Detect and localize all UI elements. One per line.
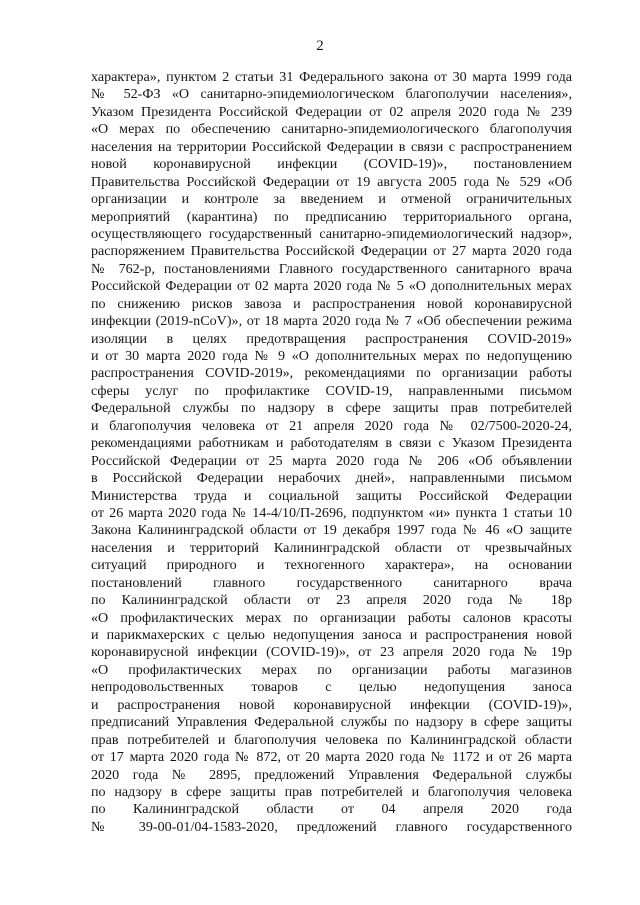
- text-line: по Калининградской области от 04 апреля 2020 года: [91, 801, 572, 818]
- text-line: постановлений главного государственного санитарного врача: [91, 574, 572, 591]
- text-line: мероприятий (карантина) по предписанию территориального органа,: [91, 208, 572, 225]
- text-line: осуществляющего государственный санитарно-эпидемиологический надзор»,: [91, 225, 572, 242]
- text-line: от 26 марта 2020 года № 14-4/10/П-2696, подпунктом «и» пункта 1 статьи 10: [91, 504, 572, 521]
- text-line: сферы услуг по профилактике COVID-19, направленными письмом: [91, 382, 572, 399]
- text-line: в Российской Федерации нерабочих дней», направленными письмом: [91, 470, 572, 487]
- text-line: ситуаций природного и техногенного характера», на основании: [91, 557, 572, 574]
- text-line: по Калининградской области от 23 апреля 2020 года № 18р: [91, 592, 572, 609]
- text-line: коронавирусной инфекции (COVID-19)», от 23 апреля 2020 года № 19р: [91, 644, 572, 661]
- text-line: «О профилактических мерах по организации работы магазинов: [91, 661, 572, 678]
- text-line: Российской Федерации от 25 марта 2020 года № 206 «Об объявлении: [91, 452, 572, 469]
- body-text: [91, 69, 572, 836]
- text-line: непродовольственных товаров с целью недопущения заноса: [91, 679, 572, 696]
- text-line: Указом Президента Российской Федерации от 02 апреля 2020 года № 239: [91, 103, 572, 120]
- text-line: и парикмахерских с целью недопущения заноса и распространения новой: [91, 627, 572, 643]
- text-line: по надзору в сфере защиты прав потребителей и благополучия человека: [91, 783, 572, 800]
- text-line: № 762-р, постановлениями Главного государственного санитарного врача: [91, 260, 572, 277]
- text-line: «О мерах по обеспечению санитарно-эпидемиологического благополучия: [91, 121, 572, 138]
- text-line: и благополучия человека от 21 апреля 2020 года № 02/7500-2020-24,: [91, 417, 572, 434]
- text-line: № 52-ФЗ «О санитарно-эпидемиологическом благополучии населения»,: [91, 86, 572, 103]
- text-line: распространения COVID-2019», рекомендациями по организации работы: [91, 365, 572, 382]
- text-line: Министерства труда и социальной защиты Российской Федерации: [91, 487, 572, 504]
- text-line: организации и контроле за введением и отменой ограничительных: [91, 191, 572, 208]
- text-line: Федеральной службы по надзору в сфере защиты прав потребителей: [91, 400, 572, 417]
- text-line: предписаний Управления Федеральной службы по надзору в сфере защиты: [91, 714, 572, 731]
- text-line: населения и территорий Калининградской области от чрезвычайных: [91, 539, 572, 556]
- text-line: по снижению рисков завоза и распространения новой коронавирусной: [91, 295, 572, 312]
- text-line: № 39-00-01/04-1583-2020, предложений главного государственного: [91, 818, 572, 835]
- text-line: изоляции в целях предотвращения распространения COVID-2019»: [91, 330, 572, 347]
- text-line: 2020 года № 2895, предложений Управления Федеральной службы: [91, 766, 572, 783]
- text-line: от 17 марта 2020 года № 872, от 20 марта 2020 года № 1172 и от 26 марта: [91, 749, 572, 766]
- text-line: прав потребителей и благополучия человека по Калининградской области: [91, 731, 572, 748]
- text-line: инфекции (2019-nCoV)», от 18 марта 2020 года № 7 «Об обеспечении режима: [91, 313, 572, 330]
- text-line: характера», пунктом 2 статьи 31 Федерального закона от 30 марта 1999 года: [91, 69, 572, 85]
- text-line: и распространения новой коронавирусной инфекции (COVID-19)»,: [91, 696, 572, 713]
- text-line: населения на территории Российской Федерации в связи с распространением: [91, 138, 572, 155]
- text-line: Российской Федерации от 02 марта 2020 года № 5 «О дополнительных мерах: [91, 278, 572, 295]
- page-number: 2: [316, 38, 324, 54]
- text-line: «О профилактических мерах по организации работы салонов красоты: [91, 609, 572, 626]
- text-line: рекомендациями работникам и работодателям в связи с Указом Президента: [91, 435, 572, 452]
- text-line: новой коронавирусной инфекции (COVID-19)», постановлением: [91, 156, 572, 173]
- text-line: Правительства Российской Федерации от 19 августа 2005 года № 529 «Об: [91, 173, 572, 190]
- text-line: Закона Калининградской области от 19 декабря 1997 года № 46 «О защите: [91, 522, 572, 539]
- text-line: и от 30 марта 2020 года № 9 «О дополнительных мерах по недопущению: [91, 348, 572, 364]
- text-line: распоряжением Правительства Российской Федерации от 27 марта 2020 года: [91, 243, 572, 260]
